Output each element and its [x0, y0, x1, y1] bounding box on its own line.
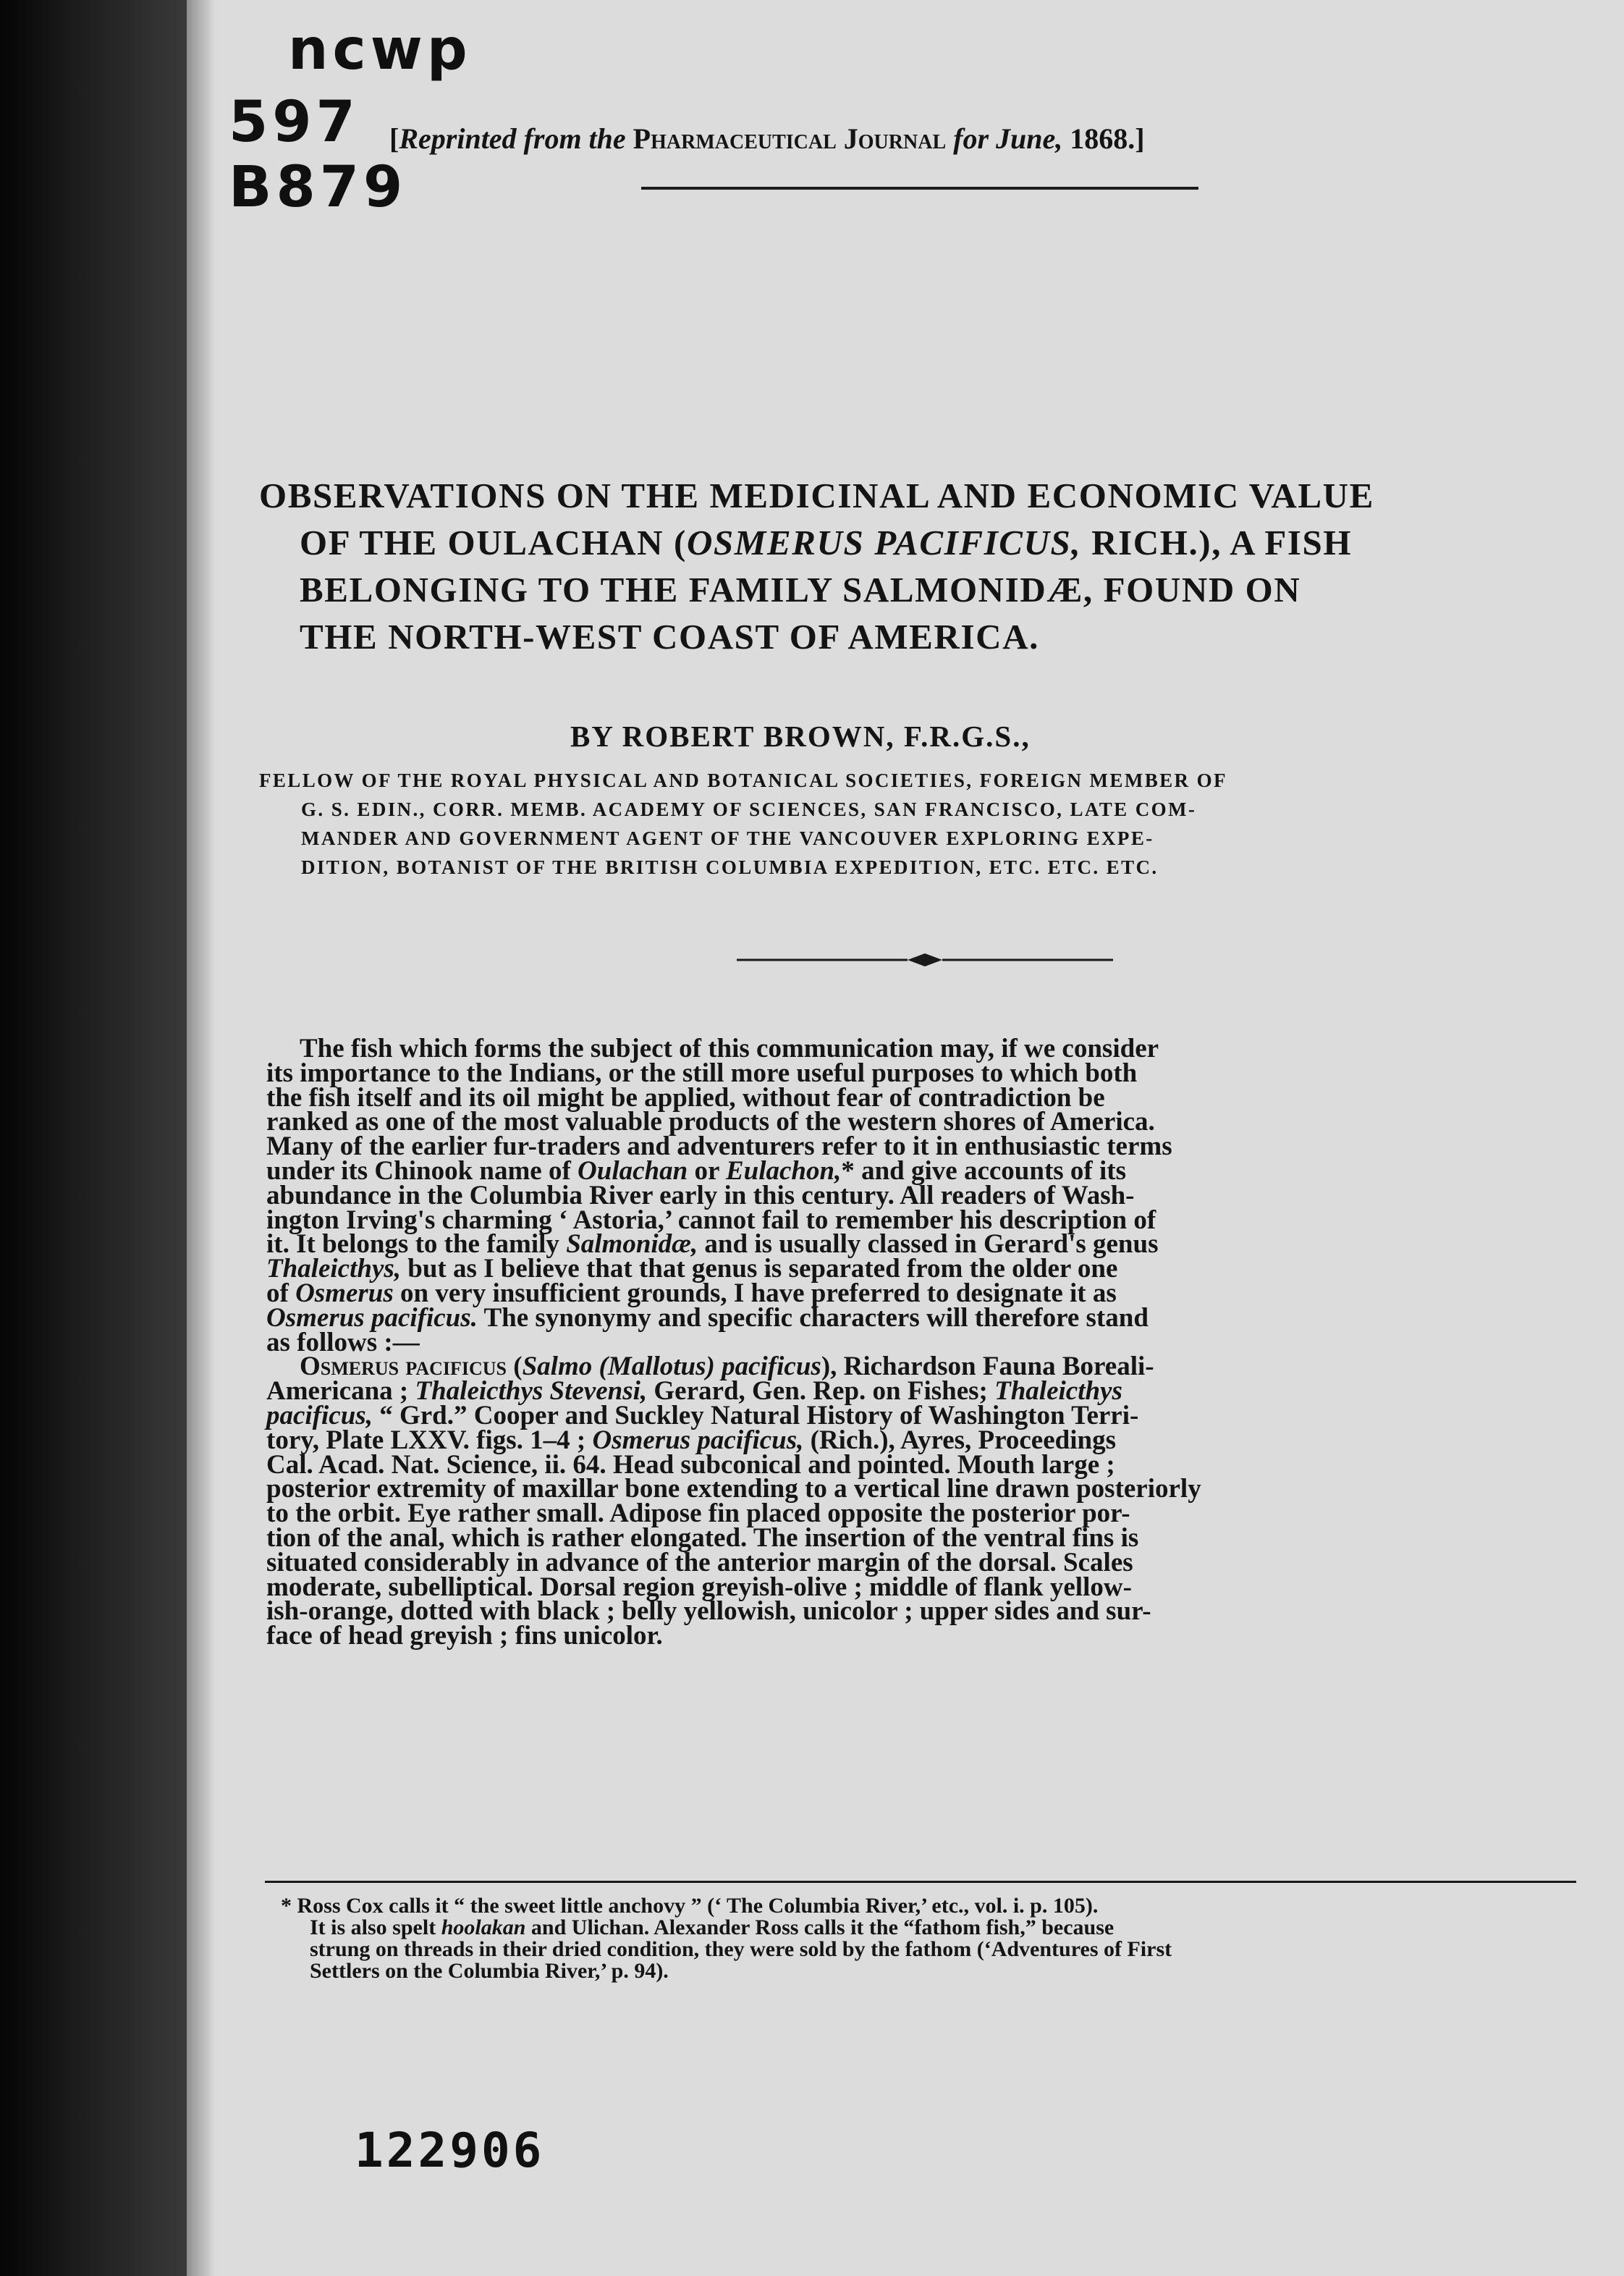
para2-line — [266, 1352, 1569, 1382]
para1-line: Many of the earlier fur-traders and adventurers refer to it in enthusiastic terms — [266, 1131, 1172, 1162]
para1-line: ington Irving's charming ‘ Astoria,’ cannot fail to remember his description of — [266, 1205, 1156, 1235]
italic-term: Osmerus pacificus, — [592, 1425, 804, 1455]
para2-line: Cal. Acad. Nat. Science, ii. 64. Head subconical and pointed. Mouth large ; — [266, 1449, 1115, 1480]
title-line-4: THE NORTH-WEST COAST OF AMERICA. — [300, 617, 1039, 657]
para2-line: situated considerably in advance of the anterior margin of the dorsal. Scales — [266, 1547, 1133, 1577]
reprint-italic-1: Reprinted from the — [399, 122, 633, 155]
text-run: It is also spelt — [310, 1915, 441, 1939]
text-run: and Ulichan. Alexander Ross calls it the “fathom fish,” because — [525, 1915, 1115, 1939]
text-run: under its Chinook name of — [266, 1155, 578, 1186]
header-rule — [641, 187, 1198, 190]
text-run: or — [688, 1155, 726, 1186]
italic-term: Thaleicthys — [994, 1376, 1122, 1407]
para2-line — [266, 1400, 1569, 1430]
footnote-line: strung on threads in their dried condition, they were sold by the fathom (‘Adventures of First — [310, 1937, 1172, 1961]
species-heading: Osmerus pacificus — [300, 1352, 507, 1382]
reprint-notice — [389, 122, 1446, 156]
text-run: but as I believe that that genus is separated from the older one — [401, 1254, 1118, 1284]
para2-line: face of head greyish ; fins unicolor. — [266, 1621, 663, 1651]
para1-line — [266, 1254, 1569, 1284]
affiliation-line-4: DITION, BOTANIST OF THE BRITISH COLUMBIA EXPEDITION, ETC. ETC. ETC. — [301, 856, 1159, 878]
italic-term: Thaleicthys Stevensi, — [415, 1376, 648, 1407]
text-run: Americana ; — [266, 1376, 415, 1407]
reprint-italic-2: for June, — [946, 122, 1070, 155]
text-run: (Rich.), Ayres, Proceedings — [803, 1425, 1116, 1455]
title-line-2-pre: OF THE OULACHAN ( — [300, 523, 687, 562]
handwritten-call-number-2: 597 — [229, 90, 360, 155]
scan-left-margin — [0, 0, 187, 2276]
text-run: on very insufficient grounds, I have preferred to designate it as — [393, 1278, 1117, 1308]
para1-line: as follows :— — [266, 1327, 420, 1357]
italic-term: pacificus, — [266, 1400, 373, 1430]
para2-line: ish-orange, dotted with black ; belly yellowish, unicolor ; upper sides and sur- — [266, 1596, 1151, 1627]
author-affiliation — [259, 766, 1562, 882]
para1-line — [266, 1155, 1569, 1186]
para1-line: abundance in the Columbia River early in this century. All readers of Wash- — [266, 1180, 1135, 1210]
text-run: “ Grd.” Cooper and Suckley Natural History of Washington Terri- — [372, 1400, 1139, 1430]
handwritten-call-number-1: ncwp — [288, 17, 472, 83]
footnote-line: * Ross Cox calls it “ the sweet little anchovy ” (‘ The Columbia River,’ etc., vol. i. p. 105). — [281, 1894, 1099, 1918]
title-line-2-post: RICH.), A FISH — [1081, 523, 1353, 562]
diamond-rule-ornament — [737, 953, 1113, 967]
text-run: and is usually classed in Gerard's genus — [698, 1229, 1159, 1260]
accession-number-stamp: 122906 — [355, 2123, 545, 2178]
italic-term: Salmo (Mallotus) pacificus — [522, 1352, 821, 1382]
para1-line: ranked as one of the most valuable products of the western shores of America. — [266, 1107, 1155, 1137]
para2-line: posterior extremity of maxillar bone extending to a vertical line drawn posteriorly — [266, 1474, 1201, 1504]
text-run: Gerard, Gen. Rep. on Fishes; — [647, 1376, 995, 1407]
para2-line: tion of the anal, which is rather elongated. The insertion of the ventral fins is — [266, 1522, 1139, 1553]
para2-line: moderate, subelliptical. Dorsal region greyish-olive ; middle of flank yellow- — [266, 1572, 1132, 1602]
para1-line: The fish which forms the subject of this communication may, if we consider — [300, 1034, 1159, 1063]
para1-line — [266, 1278, 1569, 1308]
text-run: ( — [507, 1352, 523, 1382]
para1-line: the fish itself and its oil might be applied, without fear of contradiction be — [266, 1082, 1105, 1113]
text-run: The synonymy and specific characters will therefore stand — [477, 1302, 1149, 1333]
text-run: ), Richardson Fauna Boreali- — [821, 1352, 1154, 1382]
italic-term: Osmerus pacificus. — [266, 1302, 478, 1333]
italic-term: Salmonidæ, — [566, 1229, 698, 1260]
text-run: tory, Plate LXXV. figs. 1–4 ; — [266, 1425, 593, 1455]
affiliation-line-1: FELLOW OF THE ROYAL PHYSICAL AND BOTANICAL SOCIETIES, FOREIGN MEMBER OF — [259, 770, 1227, 791]
title-line-1: OBSERVATIONS ON THE MEDICINAL AND ECONOMIC VALUE — [259, 476, 1374, 515]
text-run: of — [266, 1278, 296, 1308]
author-byline: BY ROBERT BROWN, F.R.G.S., — [570, 720, 1031, 753]
title-line-3: BELONGING TO THE FAMILY SALMONIDÆ, FOUND ON — [300, 570, 1301, 610]
para2-line: to the orbit. Eye rather small. Adipose fin placed opposite the posterior por- — [266, 1499, 1130, 1529]
footnote-line: Settlers on the Columbia River,’ p. 94). — [310, 1959, 669, 1983]
article-body — [266, 1034, 1569, 1651]
affiliation-line-3: MANDER AND GOVERNMENT AGENT OF THE VANCOUVER EXPLORING EXPE- — [301, 827, 1154, 849]
italic-term: Eulachon, — [725, 1155, 842, 1186]
footnote-rule — [265, 1881, 1576, 1883]
title-line-2 — [259, 519, 1562, 566]
affiliation-line-2: G. S. EDIN., CORR. MEMB. ACADEMY OF SCIENCES, SAN FRANCISCO, LATE COM- — [301, 798, 1197, 820]
italic-term: Oulachan — [578, 1155, 688, 1186]
article-title — [259, 472, 1562, 660]
text-run: * and give accounts of its — [841, 1155, 1126, 1186]
species-name: OSMERUS PACIFICUS, — [686, 523, 1082, 562]
para2-line — [266, 1376, 1569, 1407]
para1-line: its importance to the Indians, or the still more useful purposes to which both — [266, 1058, 1138, 1088]
document-page — [187, 0, 1624, 2276]
para1-line — [266, 1229, 1569, 1260]
text-run: it. It belongs to the family — [266, 1229, 567, 1260]
footnote — [281, 1895, 1583, 1982]
journal-name: Pharmaceutical Journal — [633, 122, 947, 155]
reprint-bracket: [ — [389, 122, 399, 155]
handwritten-call-number-3: B879 — [229, 155, 407, 220]
italic-term: hoolakan — [441, 1915, 526, 1939]
footnote-line — [281, 1917, 1583, 1939]
para2-line — [266, 1425, 1569, 1455]
para1-line — [266, 1302, 1569, 1333]
reprint-year: 1868.] — [1070, 122, 1145, 155]
italic-term: Thaleicthys, — [266, 1254, 402, 1284]
italic-term: Osmerus — [295, 1278, 394, 1308]
